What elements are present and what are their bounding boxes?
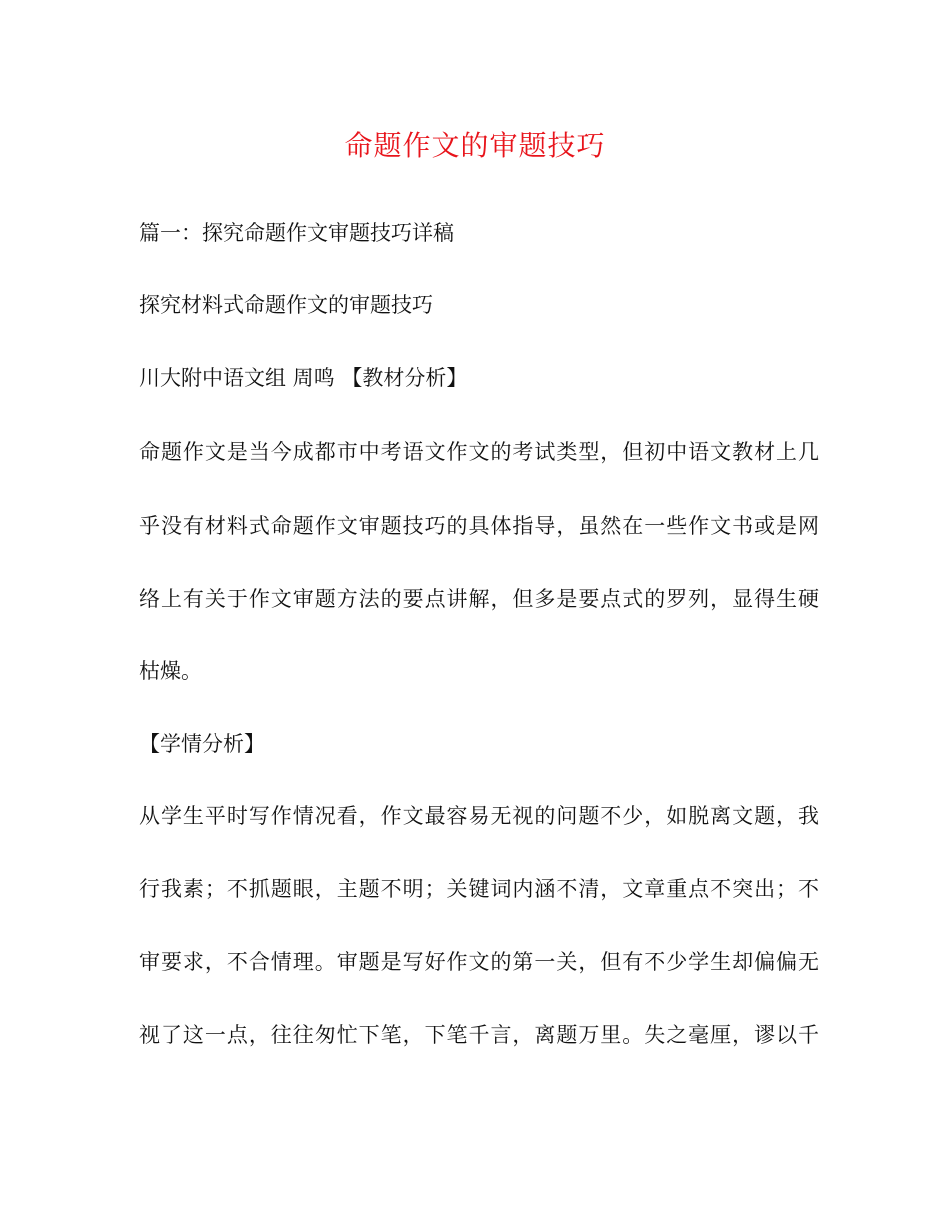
author-line: 川大附中语文组 周鸣 【教材分析】: [139, 366, 468, 390]
document-title: 命题作文的审题技巧: [344, 129, 606, 162]
paragraph-line: 络上有关于作文审题方法的要点讲解，但多是要点式的罗列，显得生硬: [139, 587, 819, 611]
paragraph-line: 视了这一点，往往匆忙下笔，下笔千言，离题万里。失之毫厘，谬以千: [139, 1023, 819, 1047]
section-heading: 篇一：探究命题作文审题技巧详稿: [139, 221, 454, 245]
subtitle: 探究材料式命题作文的审题技巧: [139, 293, 433, 317]
paragraph-line: 枯燥。: [139, 659, 202, 683]
paragraph-line: 乎没有材料式命题作文审题技巧的具体指导，虽然在一些作文书或是网: [139, 514, 819, 538]
paragraph-line: 审要求，不合情理。审题是写好作文的第一关，但有不少学生却偏偏无: [139, 950, 819, 974]
paragraph-line: 行我素；不抓题眼，主题不明；关键词内涵不清，文章重点不突出；不: [139, 877, 819, 901]
section-heading: 【学情分析】: [139, 732, 265, 756]
paragraph-line: 命题作文是当今成都市中考语文作文的考试类型，但初中语文教材上几: [139, 440, 819, 464]
paragraph-line: 从学生平时写作情况看，作文最容易无视的问题不少，如脱离文题，我: [139, 804, 819, 828]
